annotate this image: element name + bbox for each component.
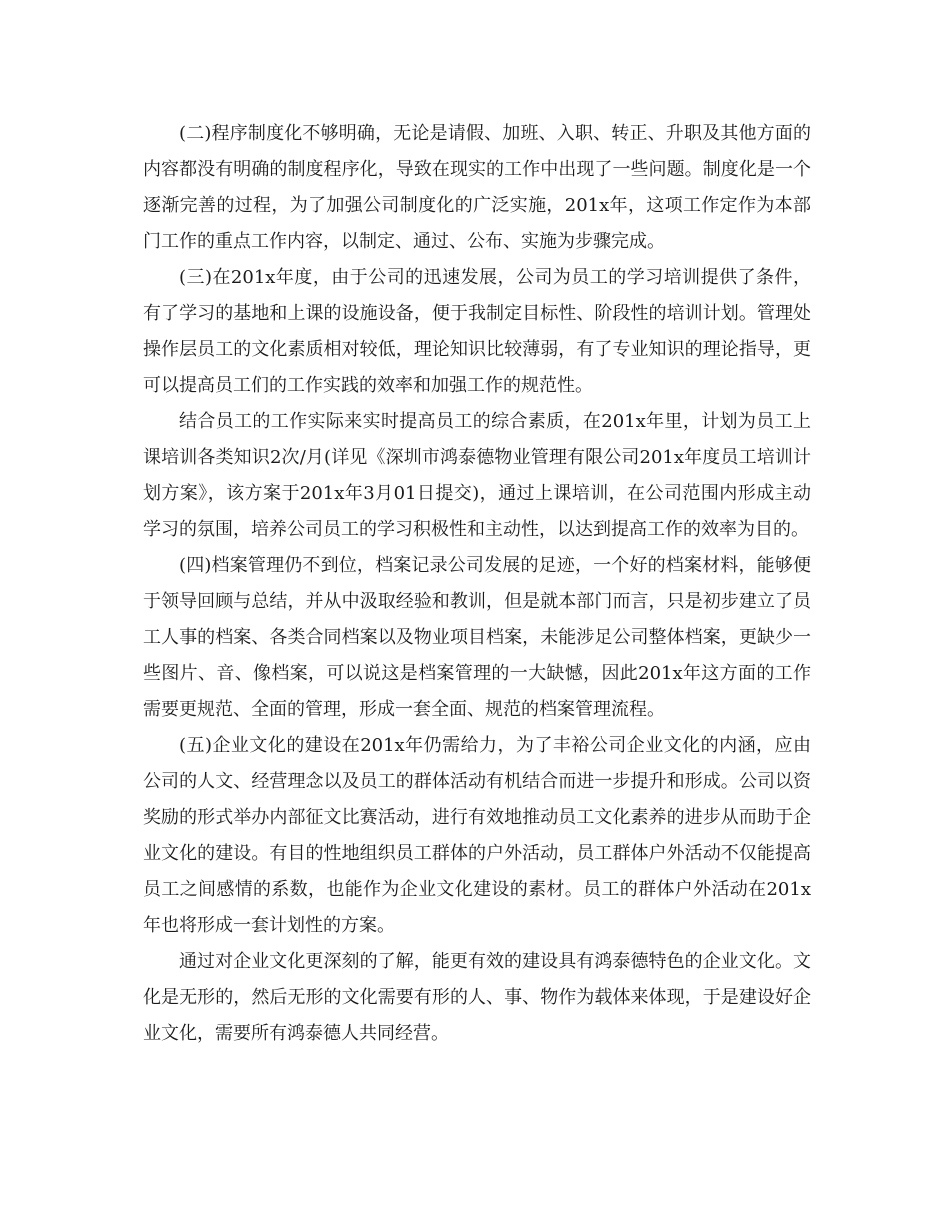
paragraph-archive-management: (四)档案管理仍不到位，档案记录公司发展的足迹，一个好的档案材料，能够便于领导回顾与总结，并从中汲取经验和教训，但是就本部门而言，只是初步建立了员工人事的档案、各类合同档案以及物业项目档案，未能涉足公司整体档案，更缺少一些图片、音、像档案，可以说这是档案管理的一大缺憾，因此201x年这方面的工作需要更规范、全面的管理，形成一套全面、规范的档案管理流程。 bbox=[143, 555, 811, 720]
paragraph-training-plan: 结合员工的工作实际来实时提高员工的综合素质，在201x年里，计划为员工上课培训各类知识2次/月(详见《深圳市鸿泰德物业管理有限公司201x年度员工培训计划方案》，该方案于201x年3月01日提交)，通过上课培训，在公司范围内形成主动学习的氛围，培养公司员工的学习积极性和主动性，以达到提高工作的效率为目的。 bbox=[143, 411, 811, 540]
paragraph-training-conditions: (三)在201x年度，由于公司的迅速发展，公司为员工的学习培训提供了条件，有了学习的基地和上课的设施设备，便于我制定目标性、阶段性的培训计划。管理处操作层员工的文化素质相对较低，理论知识比较薄弱，有了专业知识的理论指导，更可以提高员工们的工作实践的效率和加强工作的规范性。 bbox=[143, 267, 811, 396]
document-body bbox=[143, 116, 811, 1052]
paragraph-procedure-institutionalization: (二)程序制度化不够明确，无论是请假、加班、入职、转正、升职及其他方面的内容都没有明确的制度程序化，导致在现实的工作中出现了一些问题。制度化是一个逐渐完善的过程，为了加强公司制度化的广泛实施，201x年，这项工作定作为本部门工作的重点工作内容，以制定、通过、公布、实施为步骤完成。 bbox=[143, 123, 811, 252]
paragraph-culture-conclusion: 通过对企业文化更深刻的了解，能更有效的建设具有鸿泰德特色的企业文化。文化是无形的，然后无形的文化需要有形的人、事、物作为载体来体现，于是建设好企业文化，需要所有鸿泰德人共同经营。 bbox=[143, 951, 811, 1044]
paragraph-corporate-culture: (五)企业文化的建设在201x年仍需给力，为了丰裕公司企业文化的内涵，应由公司的人文、经营理念以及员工的群体活动有机结合而进一步提升和形成。公司以资奖励的形式举办内部征文比赛活动，进行有效地推动员工文化素养的进步从而助于企业文化的建设。有目的性地组织员工群体的户外活动，员工群体户外活动不仅能提高员工之间感情的系数，也能作为企业文化建设的素材。员工的群体户外活动在201x年也将形成一套计划性的方案。 bbox=[143, 735, 811, 936]
